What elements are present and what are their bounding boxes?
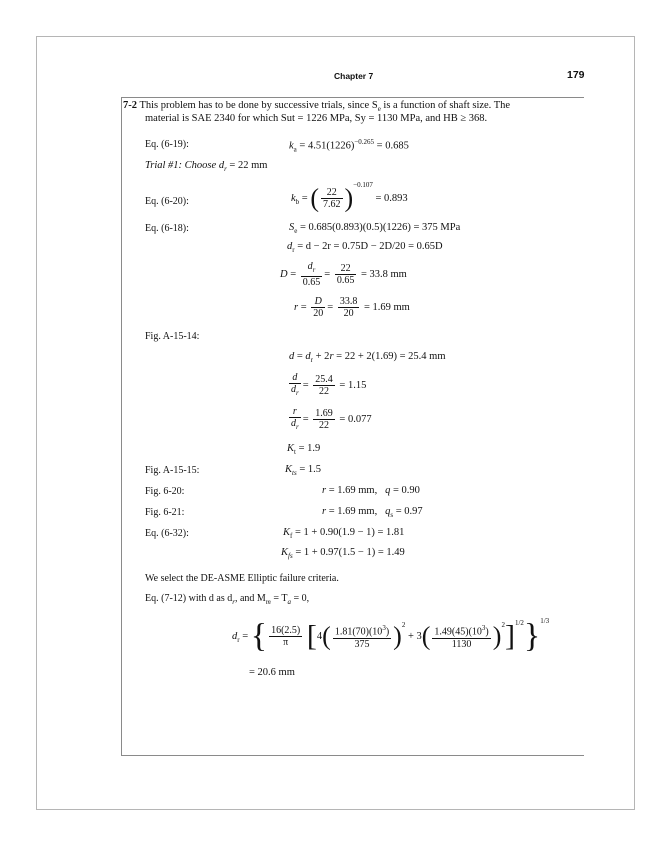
eq-7-12-line: Eq. (7-12) with d as $d_r$, and $M_m = T_a = 0$,: [145, 593, 310, 606]
equation-r: r = $\frac{D}{20}$ = $\frac{33.8}{20}$ = 1.69 mm: [294, 296, 410, 319]
final-result: [249, 667, 295, 678]
trial-dr: = 22 mm: [229, 160, 268, 171]
label-eq-6-20: Eq. (6-20):: [145, 196, 189, 207]
intro-text-1-end: is a function of shaft size. The: [380, 100, 511, 111]
kt-value: = 1.9: [298, 443, 321, 454]
label-fig-a-15-14: Fig. A-15-14:: [145, 331, 200, 342]
qs-value: = 0.97: [395, 506, 423, 517]
r-fraction-1: [311, 296, 325, 319]
equation-kf: $K_f = 1 + 0.90(1.9 - 1) = 1.81$: [283, 527, 405, 541]
r-numerator-1: D: [311, 296, 325, 308]
problem-box-top-border: [121, 97, 584, 98]
ddr-fraction-2: [313, 374, 335, 397]
q-value: = 0.90: [392, 485, 420, 496]
final-exponent-half: 1/2: [514, 619, 524, 627]
kf-expr: = 1 + 0.90(1.9 − 1) = 1.81: [294, 527, 405, 538]
qs-r-value: = 1.69 mm,: [328, 506, 378, 517]
final-f1-denominator: π: [283, 637, 289, 649]
equation-dr-final: $d_r$ = { $\frac{16(2.5)}{\pi}$ [4( $\frac{1.81(70)(10^3)}{375}$ )$^2$ + 3( $\frac{1.49(45)(10^3)}{1130}$ )$^2$]$^{1/2}$}$^{1/3}$: [232, 617, 550, 655]
final-result-value: = 20.6 mm: [249, 667, 295, 678]
eq712-label-end: = T: [270, 593, 288, 604]
final-f1-numerator: 16(2.5): [271, 625, 301, 637]
equation-kfs: $K_{fs} = 1 + 0.97(1.5 - 1) = 1.49$: [281, 547, 405, 561]
r-numerator-2: 33.8: [339, 296, 358, 307]
ddr-result: = 1.15: [339, 379, 367, 391]
equation-q: r = 1.69 mm, q = 0.90: [322, 485, 420, 496]
final-f2-denominator: 375: [354, 638, 370, 650]
kfs-expr: = 1 + 0.97(1.5 − 1) = 1.49: [295, 547, 405, 558]
final-f3-denominator: 1130: [451, 638, 472, 650]
selection-text: We select the DE-ASME Elliptic failure criteria.: [145, 573, 339, 584]
r-result: = 1.69 mm: [363, 301, 410, 313]
label-eq-6-19: Eq. (6-19):: [145, 139, 189, 150]
final-fraction-2: $\frac{1.81(70)(10^3)}{375}$: [334, 624, 390, 650]
page-number: 179: [567, 69, 585, 81]
intro-text-1: This problem has to be done by successive trials, since S: [139, 100, 378, 111]
ka-exponent: −0.265: [354, 138, 375, 146]
final-fraction-3: $\frac{1.49(45)(10^3)}{1130}$: [434, 624, 489, 650]
problem-intro-line2: [145, 113, 487, 125]
intro-sub-e: e: [377, 105, 381, 114]
trial-label: Trial #1: Choose: [145, 160, 217, 171]
equation-dr: $d_r = d - 2r = 0.75D - 2D/20 = 0.65D$: [287, 241, 443, 255]
label-fig-6-20: Fig. 6-20:: [145, 486, 185, 497]
final-f3-numerator: 1.49(45)(10: [434, 626, 482, 638]
rdr-fraction-1: $\frac{r}{d_r}$: [291, 406, 299, 431]
eq712-label-rest: , and M: [234, 593, 266, 604]
label-fig-6-21: Fig. 6-21:: [145, 507, 185, 518]
equation-d: $d = d_r + 2r = 22 + 2(1.69) = 25.4$ mm: [289, 351, 446, 365]
ka-expr: = 4.51(1226): [299, 140, 355, 152]
ka-result: = 0.685: [376, 140, 409, 152]
trial-line: Trial #1: Choose $d_r = 22$ mm: [145, 160, 268, 174]
label-fig-a-15-15: Fig. A-15-15:: [145, 465, 200, 476]
kb-result: = 0.893: [375, 193, 408, 204]
equation-ka: $k_a = 4.51(1226)^{-0.265} = 0.685$: [289, 138, 409, 154]
intro-text-2: material is SAE 2340 for which S: [145, 113, 287, 124]
label-eq-6-32: Eq. (6-32):: [145, 528, 189, 539]
kb-numerator: 22: [321, 187, 343, 199]
D-result: = 33.8 mm: [360, 268, 407, 280]
final-fraction-1: [269, 625, 302, 648]
r-denominator-2: 20: [343, 308, 354, 319]
kb-fraction: [321, 187, 343, 210]
ddr-fraction-1: $\frac{d}{d_r}$: [291, 372, 299, 397]
equation-d-over-dr: $\frac{d}{d_r}$ = $\frac{25.4}{22}$ = 1.15: [291, 372, 367, 397]
rdr-fraction-2: [313, 408, 335, 431]
equation-kt: $K_t = 1.9$: [287, 443, 321, 457]
label-eq-6-18: Eq. (6-18):: [145, 223, 189, 234]
eq712-label: Eq. (7-12) with d as d: [145, 593, 233, 604]
D-denominator-2: 0.65: [336, 275, 355, 286]
q-r-value: = 1.69 mm,: [328, 485, 378, 496]
D-fraction-2: [335, 263, 357, 286]
d-expr: = 22 + 2(1.69) = 25.4 mm: [336, 351, 446, 362]
dr-expr: = d − 2r = 0.75D − 2D/20 = 0.65D: [297, 241, 443, 252]
D-numerator-2: 22: [335, 263, 357, 275]
rdr-result: = 0.077: [339, 413, 372, 425]
D-fraction-1: $\frac{d_r}{0.65}$: [302, 261, 321, 288]
r-denominator-1: 20: [313, 308, 324, 319]
equation-se: $S_e = 0.685(0.893)(0.5)(1226) = 375$ MPa: [289, 222, 461, 236]
equation-r-over-dr: $\frac{r}{d_r}$ = $\frac{1.69}{22}$ = 0.077: [291, 406, 372, 431]
D-denominator-1: 0.65: [302, 277, 321, 288]
equation-D: D = $\frac{d_r}{0.65}$ = $\frac{22}{0.65}$ = 33.8 mm: [280, 261, 407, 288]
kb-denominator: 7.62: [323, 199, 341, 211]
ddr-numerator: 25.4: [315, 374, 333, 385]
final-exponent-third: 1/3: [540, 617, 550, 625]
rdr-denominator: 22: [319, 420, 330, 431]
intro-text-2-rest: ut = 1226 MPa, Sy = 1130 MPa, and HB ≥ 368.: [286, 113, 488, 124]
problem-number: 7-2: [123, 100, 137, 111]
se-expr: = 0.685(0.893)(0.5)(1226) = 375 MPa: [299, 222, 461, 233]
ddr-denominator: 22: [319, 386, 330, 397]
final-f2-numerator: 1.81(70)(10: [334, 626, 383, 638]
r-fraction-2: [338, 296, 360, 319]
kb-exponent: −0.107: [353, 181, 373, 189]
rdr-numerator: 1.69: [315, 408, 333, 419]
chapter-header: Chapter 7: [334, 71, 374, 81]
equation-qs: r = 1.69 mm, $q_s = 0.97$: [322, 506, 423, 520]
kts-value: = 1.5: [299, 464, 321, 475]
equation-kts: $K_{ts} = 1.5$: [285, 464, 321, 478]
eq712-label-zero: = 0,: [290, 593, 310, 604]
equation-kb: $k_b$ = ( $\frac{22}{7.62}$ )$^{-0.107}$ = 0.893: [291, 181, 408, 213]
